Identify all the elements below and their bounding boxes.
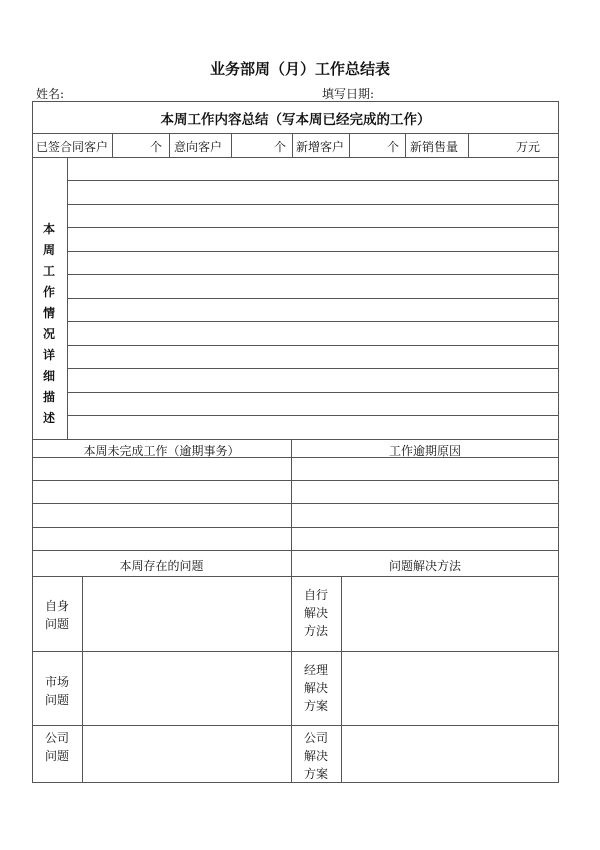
problems-header: 本周存在的问题 xyxy=(119,559,204,573)
detail-line[interactable] xyxy=(67,368,559,369)
divider xyxy=(32,725,559,726)
detail-line[interactable] xyxy=(67,274,559,275)
detail-line[interactable] xyxy=(67,415,559,416)
detail-line[interactable] xyxy=(67,345,559,346)
detail-line[interactable] xyxy=(67,321,559,322)
stat-input-new[interactable]: 个 xyxy=(386,140,399,154)
stat-label-new: 新增客户 xyxy=(296,140,345,154)
detail-label: 本 周 工 作 情 况 详 细 描 述 xyxy=(42,222,55,425)
detail-line[interactable] xyxy=(67,227,559,228)
summary-header: 本周工作内容总结（写本周已经完成的工作） xyxy=(160,112,431,128)
detail-line[interactable] xyxy=(67,251,559,252)
divider xyxy=(82,576,83,783)
unfinished-row-line[interactable] xyxy=(32,480,559,481)
detail-line[interactable] xyxy=(67,180,559,181)
divider xyxy=(169,133,170,157)
divider xyxy=(32,576,559,577)
date-label: 填写日期: xyxy=(322,87,375,101)
form-title: 业务部周（月）工作总结表 xyxy=(209,60,390,78)
divider xyxy=(292,133,293,157)
unfinished-header: 本周未完成工作（逾期事务） xyxy=(83,444,240,458)
detail-line[interactable] xyxy=(67,204,559,205)
divider xyxy=(32,439,559,440)
problem-label-self: 自身 问题 xyxy=(44,599,69,631)
divider xyxy=(32,157,559,158)
solutions-header: 问题解决方法 xyxy=(388,559,461,573)
unfinished-row-line[interactable] xyxy=(32,457,559,458)
problem-label-market: 市场 问题 xyxy=(44,675,69,707)
solution-label-company: 公司 解决 方案 xyxy=(303,731,328,781)
stat-input-intent[interactable]: 个 xyxy=(273,140,286,154)
name-label: 姓名: xyxy=(36,87,65,101)
stat-label-intent: 意向客户 xyxy=(174,140,223,154)
overdue-header: 工作逾期原因 xyxy=(388,444,461,458)
problem-label-company: 公司 问题 xyxy=(44,731,69,763)
stat-input-sales[interactable]: 万元 xyxy=(515,140,540,154)
stat-input-signed[interactable]: 个 xyxy=(149,140,162,154)
solution-label-market: 经理 解决 方案 xyxy=(303,663,328,713)
detail-line[interactable] xyxy=(67,392,559,393)
stat-label-signed: 已签合同客户 xyxy=(36,140,109,154)
solution-label-self: 自行 解决 方法 xyxy=(303,588,328,638)
stat-label-sales: 新销售量 xyxy=(410,140,459,154)
unfinished-row-line[interactable] xyxy=(32,503,559,504)
unfinished-row-line[interactable] xyxy=(32,527,559,528)
divider xyxy=(341,576,342,783)
divider xyxy=(405,133,406,157)
divider xyxy=(32,651,559,652)
detail-line[interactable] xyxy=(67,298,559,299)
divider xyxy=(32,550,559,551)
